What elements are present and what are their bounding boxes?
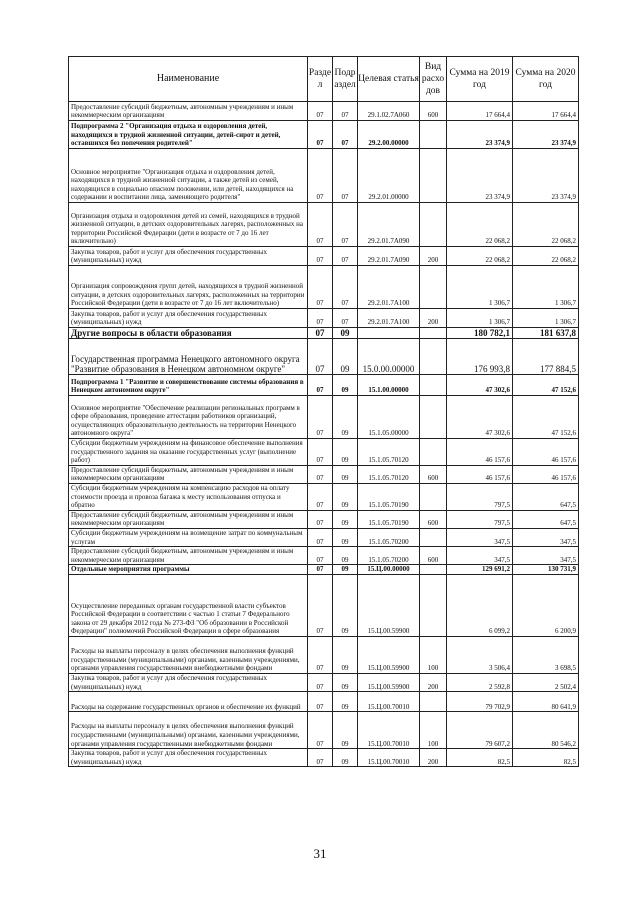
- table-row: [69, 673, 579, 691]
- row-podrazdel: 09: [333, 636, 358, 673]
- row-article: 15.Ц.00.70010: [358, 692, 420, 712]
- table-row: [69, 203, 579, 247]
- row-razdel: 07: [308, 673, 333, 691]
- row-razdel: 07: [308, 309, 333, 328]
- row-razdel: 07: [308, 102, 333, 121]
- row-article: 15.1.00.00000: [358, 375, 420, 396]
- row-vid: 600: [420, 102, 447, 121]
- row-name: Закупка товаров, работ и услуг для обеспечения государственных (муниципальных) нужд: [69, 247, 308, 266]
- row-vid: [420, 149, 447, 203]
- row-article: 29.2.01.7А100: [358, 309, 420, 328]
- row-razdel: 07: [308, 510, 333, 528]
- row-name: Другие вопросы в области образования: [69, 328, 308, 339]
- table-row: [69, 510, 579, 528]
- row-sum-2020: 347,5: [513, 547, 579, 565]
- row-podrazdel: 07: [333, 247, 358, 266]
- header-sum-2019: Сумма на 2019 год: [447, 57, 513, 102]
- budget-sheet: [68, 56, 578, 767]
- row-podrazdel: 07: [333, 102, 358, 121]
- row-podrazdel: 07: [333, 203, 358, 247]
- row-article: [358, 328, 420, 339]
- row-sum-2020: 82,5: [513, 749, 579, 767]
- row-sum-2020: 80 546,2: [513, 712, 579, 749]
- row-vid: [420, 692, 447, 712]
- row-name: Отдельные мероприятия программы: [69, 565, 308, 575]
- row-article: 15.1.05.70190: [358, 510, 420, 528]
- row-podrazdel: 09: [333, 328, 358, 339]
- row-vid: 200: [420, 309, 447, 328]
- page-number: 31: [313, 846, 327, 861]
- row-name: Расходы на выплаты персоналу в целях обеспечения выполнения функций государственными (муниципальными) органами, казенными учреждениями, органами управления государственными внебюджетными фондами: [69, 712, 308, 749]
- row-vid: [420, 203, 447, 247]
- row-sum-2019: 82,5: [447, 749, 513, 767]
- row-razdel: 07: [308, 328, 333, 339]
- row-razdel: 07: [308, 396, 333, 439]
- row-razdel: 07: [308, 339, 333, 375]
- row-podrazdel: 09: [333, 692, 358, 712]
- row-sum-2019: 79 702,9: [447, 692, 513, 712]
- row-sum-2019: 47 302,6: [447, 375, 513, 396]
- row-razdel: 07: [308, 483, 333, 510]
- row-sum-2019: 180 782,1: [447, 328, 513, 339]
- row-razdel: 07: [308, 712, 333, 749]
- row-podrazdel: 09: [333, 483, 358, 510]
- header-row: [69, 57, 579, 102]
- table-row: [69, 483, 579, 510]
- table-row: [69, 528, 579, 546]
- header-name: Наименование: [69, 57, 308, 102]
- row-sum-2019: 129 691,2: [447, 565, 513, 575]
- row-name: Субсидии бюджетным учреждениям на финансовое обеспечение выполнения государственного задания на оказание государственных услуг (выполнение работ): [69, 439, 308, 466]
- row-vid: 100: [420, 636, 447, 673]
- row-article: 15.Ц.00.70010: [358, 712, 420, 749]
- header-vid: Вид расхо дов: [420, 57, 447, 102]
- row-sum-2019: 2 592,8: [447, 673, 513, 691]
- row-vid: 600: [420, 465, 447, 483]
- table-row: [69, 266, 579, 309]
- row-podrazdel: 07: [333, 121, 358, 149]
- row-name: Подпрограмма 2 "Организация отдыха и оздоровления детей, находящихся в трудной жизненной ситуации, детей-сирот и детей, оставшихся без попечения родителей": [69, 121, 308, 149]
- row-sum-2019: 23 374,9: [447, 149, 513, 203]
- row-razdel: 07: [308, 149, 333, 203]
- row-razdel: 07: [308, 203, 333, 247]
- row-name: Осуществление переданных органам государственной власти субъектов Российской Федерации в соответствии с частью 1 статьи 7 Федерального закона от 29 декабря 2012 года № 273-ФЗ "Об образовании в Российской Федерации" полномочий Российской Федерации в сфере образования: [69, 574, 308, 636]
- row-article: 29.1.02.7А060: [358, 102, 420, 121]
- table-row: [69, 439, 579, 466]
- row-name: Закупка товаров, работ и услуг для обеспечения государственных (муниципальных) нужд: [69, 673, 308, 691]
- row-name: Основное мероприятие "Обеспечение реализации региональных программ в сфере образования, проведение аттестации работников организаций, осуществляющих образовательную деятельность на территории Ненецкого автономного округа": [69, 396, 308, 439]
- row-sum-2019: 22 068,2: [447, 203, 513, 247]
- row-sum-2020: 17 664,4: [513, 102, 579, 121]
- row-vid: [420, 266, 447, 309]
- row-sum-2019: 79 607,2: [447, 712, 513, 749]
- row-sum-2020: 177 884,5: [513, 339, 579, 375]
- row-razdel: 07: [308, 692, 333, 712]
- row-article: 15.Ц.00.59900: [358, 636, 420, 673]
- table-row: [69, 547, 579, 565]
- row-vid: [420, 483, 447, 510]
- row-sum-2020: 181 637,8: [513, 328, 579, 339]
- row-name: Закупка товаров, работ и услуг для обеспечения государственных (муниципальных) нужд: [69, 309, 308, 328]
- row-sum-2019: 17 664,4: [447, 102, 513, 121]
- row-article: 15.0.00.00000: [358, 339, 420, 375]
- row-article: 29.2.01.7А090: [358, 203, 420, 247]
- table-row: [69, 247, 579, 266]
- row-podrazdel: 09: [333, 574, 358, 636]
- row-sum-2020: 1 306,7: [513, 309, 579, 328]
- row-sum-2020: 347,5: [513, 528, 579, 546]
- row-article: 15.Ц.00.59900: [358, 574, 420, 636]
- row-sum-2019: 46 157,6: [447, 439, 513, 466]
- table-row: [69, 749, 579, 767]
- row-sum-2020: 1 306,7: [513, 266, 579, 309]
- header-sum-2020: Сумма на 2020 год: [513, 57, 579, 102]
- row-name: Организация отдыха и оздоровления детей из семей, находящихся в трудной жизненной ситуации, в детских оздоровительных лагерях, расположенных на территории Российской Федерации (дети в возрасте от 7 до 16 лет включительно): [69, 203, 308, 247]
- row-sum-2020: 2 502,4: [513, 673, 579, 691]
- table-row: [69, 328, 579, 339]
- row-name: Подпрограмма 1 "Развитие и совершенствование системы образования в Ненецком автономном округе": [69, 375, 308, 396]
- row-article: 15.1.05.00000: [358, 396, 420, 439]
- row-razdel: 07: [308, 528, 333, 546]
- row-sum-2020: 46 157,6: [513, 465, 579, 483]
- row-vid: [420, 528, 447, 546]
- row-name: Субсидии бюджетным учреждениям на компенсацию расходов на оплату стоимости проезда и провоза багажа к месту использования отпуска и обратно: [69, 483, 308, 510]
- row-sum-2020: 3 698,5: [513, 636, 579, 673]
- table-row: [69, 102, 579, 121]
- row-vid: [420, 328, 447, 339]
- row-razdel: 07: [308, 266, 333, 309]
- row-podrazdel: 07: [333, 309, 358, 328]
- row-article: 15.1.05.70200: [358, 528, 420, 546]
- budget-table: [68, 56, 579, 767]
- row-podrazdel: 09: [333, 749, 358, 767]
- row-article: 15.1.05.70190: [358, 483, 420, 510]
- row-sum-2019: 46 157,6: [447, 465, 513, 483]
- row-podrazdel: 09: [333, 547, 358, 565]
- row-name: Закупка товаров, работ и услуг для обеспечения государственных (муниципальных) нужд: [69, 749, 308, 767]
- row-vid: 200: [420, 247, 447, 266]
- table-row: [69, 636, 579, 673]
- row-article: 15.Ц.00.00000: [358, 565, 420, 575]
- row-vid: [420, 375, 447, 396]
- row-razdel: 07: [308, 121, 333, 149]
- row-podrazdel: 09: [333, 565, 358, 575]
- row-podrazdel: 09: [333, 339, 358, 375]
- row-article: 15.Ц.00.59900: [358, 673, 420, 691]
- row-sum-2020: 647,5: [513, 483, 579, 510]
- row-article: 29.2.01.7А100: [358, 266, 420, 309]
- row-sum-2020: 80 641,9: [513, 692, 579, 712]
- row-podrazdel: 09: [333, 439, 358, 466]
- row-sum-2020: 130 731,9: [513, 565, 579, 575]
- row-vid: 200: [420, 673, 447, 691]
- row-name: Государственная программа Ненецкого автономного округа "Развитие образования в Ненецком автономном округе": [69, 339, 308, 375]
- row-name: Предоставление субсидий бюджетным, автономным учреждениям и иным некоммерческим организациям: [69, 465, 308, 483]
- row-article: 29.2.01.7А090: [358, 247, 420, 266]
- row-vid: 200: [420, 749, 447, 767]
- row-sum-2019: 3 506,4: [447, 636, 513, 673]
- row-podrazdel: 09: [333, 528, 358, 546]
- row-razdel: 07: [308, 439, 333, 466]
- row-name: Предоставление субсидий бюджетным, автономным учреждениям и иным некоммерческим организациям: [69, 547, 308, 565]
- row-name: Расходы на выплаты персоналу в целях обеспечения выполнения функций государственными (муниципальными) органами, казенными учреждениями, органами управления государственными внебюджетными фондами: [69, 636, 308, 673]
- row-sum-2019: 176 993,8: [447, 339, 513, 375]
- table-row: [69, 574, 579, 636]
- row-sum-2020: 6 200,9: [513, 574, 579, 636]
- row-vid: [420, 565, 447, 575]
- row-name: Субсидии бюджетным учреждениям на возмещение затрат по коммунальным услугам: [69, 528, 308, 546]
- row-razdel: 07: [308, 749, 333, 767]
- row-sum-2020: 23 374,9: [513, 121, 579, 149]
- row-article: 29.2.00.00000: [358, 121, 420, 149]
- row-razdel: 07: [308, 565, 333, 575]
- row-name: Основное мероприятие "Организация отдыха и оздоровления детей, находящихся в трудной жизненной ситуации, а также детей из семей, находящихся в социально опасном положении, или детей, находящихся на содержании и воспитании лица, заменяющего родителя": [69, 149, 308, 203]
- row-sum-2019: 6 099,2: [447, 574, 513, 636]
- row-sum-2019: 47 302,6: [447, 396, 513, 439]
- row-sum-2020: 47 152,6: [513, 396, 579, 439]
- row-sum-2020: 47 152,6: [513, 375, 579, 396]
- row-article: 15.1.05.70120: [358, 465, 420, 483]
- row-podrazdel: 09: [333, 510, 358, 528]
- row-sum-2019: 22 068,2: [447, 247, 513, 266]
- row-vid: 600: [420, 510, 447, 528]
- row-vid: [420, 439, 447, 466]
- row-vid: 100: [420, 712, 447, 749]
- table-row: [69, 565, 579, 575]
- row-sum-2019: 1 306,7: [447, 309, 513, 328]
- table-row: [69, 121, 579, 149]
- row-vid: [420, 121, 447, 149]
- row-podrazdel: 07: [333, 149, 358, 203]
- table-row: [69, 465, 579, 483]
- row-name: Расходы на содержание государственных органов и обеспечение их функций: [69, 692, 308, 712]
- row-article: 15.1.05.70200: [358, 547, 420, 565]
- row-name: Предоставление субсидий бюджетным, автономным учреждениям и иным некоммерческим организациям: [69, 510, 308, 528]
- row-podrazdel: 09: [333, 465, 358, 483]
- table-row: [69, 339, 579, 375]
- row-sum-2019: 347,5: [447, 528, 513, 546]
- row-vid: 600: [420, 547, 447, 565]
- table-row: [69, 375, 579, 396]
- row-sum-2019: 1 306,7: [447, 266, 513, 309]
- header-razdel: Разде л: [308, 57, 333, 102]
- row-sum-2019: 347,5: [447, 547, 513, 565]
- row-razdel: 07: [308, 247, 333, 266]
- row-sum-2020: 22 068,2: [513, 247, 579, 266]
- row-vid: [420, 574, 447, 636]
- row-podrazdel: 07: [333, 266, 358, 309]
- row-vid: [420, 396, 447, 439]
- row-name: Организация сопровождения групп детей, находящихся в трудной жизненной ситуации, в детских оздоровительных лагерях, расположенных на территории Российской Федерации (дети в возрасте от 7 до 16 лет включительно): [69, 266, 308, 309]
- row-podrazdel: 09: [333, 712, 358, 749]
- header-article: Целевая статья: [358, 57, 420, 102]
- row-name: Предоставление субсидий бюджетным, автономным учреждениям и иным некоммерческим организациям: [69, 102, 308, 121]
- row-sum-2020: 46 157,6: [513, 439, 579, 466]
- table-row: [69, 309, 579, 328]
- table-row: [69, 396, 579, 439]
- table-row: [69, 149, 579, 203]
- table-body: [69, 102, 579, 767]
- row-article: 15.1.05.70120: [358, 439, 420, 466]
- table-row: [69, 692, 579, 712]
- row-article: 29.2.01.00000: [358, 149, 420, 203]
- row-sum-2019: 797,5: [447, 510, 513, 528]
- row-vid: [420, 339, 447, 375]
- row-podrazdel: 09: [333, 673, 358, 691]
- header-podrazdel: Подр аздел: [333, 57, 358, 102]
- row-sum-2020: 647,5: [513, 510, 579, 528]
- row-sum-2019: 23 374,9: [447, 121, 513, 149]
- row-podrazdel: 09: [333, 375, 358, 396]
- row-razdel: 07: [308, 375, 333, 396]
- row-podrazdel: 09: [333, 396, 358, 439]
- row-razdel: 07: [308, 465, 333, 483]
- row-razdel: 07: [308, 574, 333, 636]
- table-row: [69, 712, 579, 749]
- row-article: 15.Ц.00.70010: [358, 749, 420, 767]
- row-razdel: 07: [308, 547, 333, 565]
- row-sum-2020: 22 068,2: [513, 203, 579, 247]
- row-sum-2020: 23 374,9: [513, 149, 579, 203]
- row-razdel: 07: [308, 636, 333, 673]
- row-sum-2019: 797,5: [447, 483, 513, 510]
